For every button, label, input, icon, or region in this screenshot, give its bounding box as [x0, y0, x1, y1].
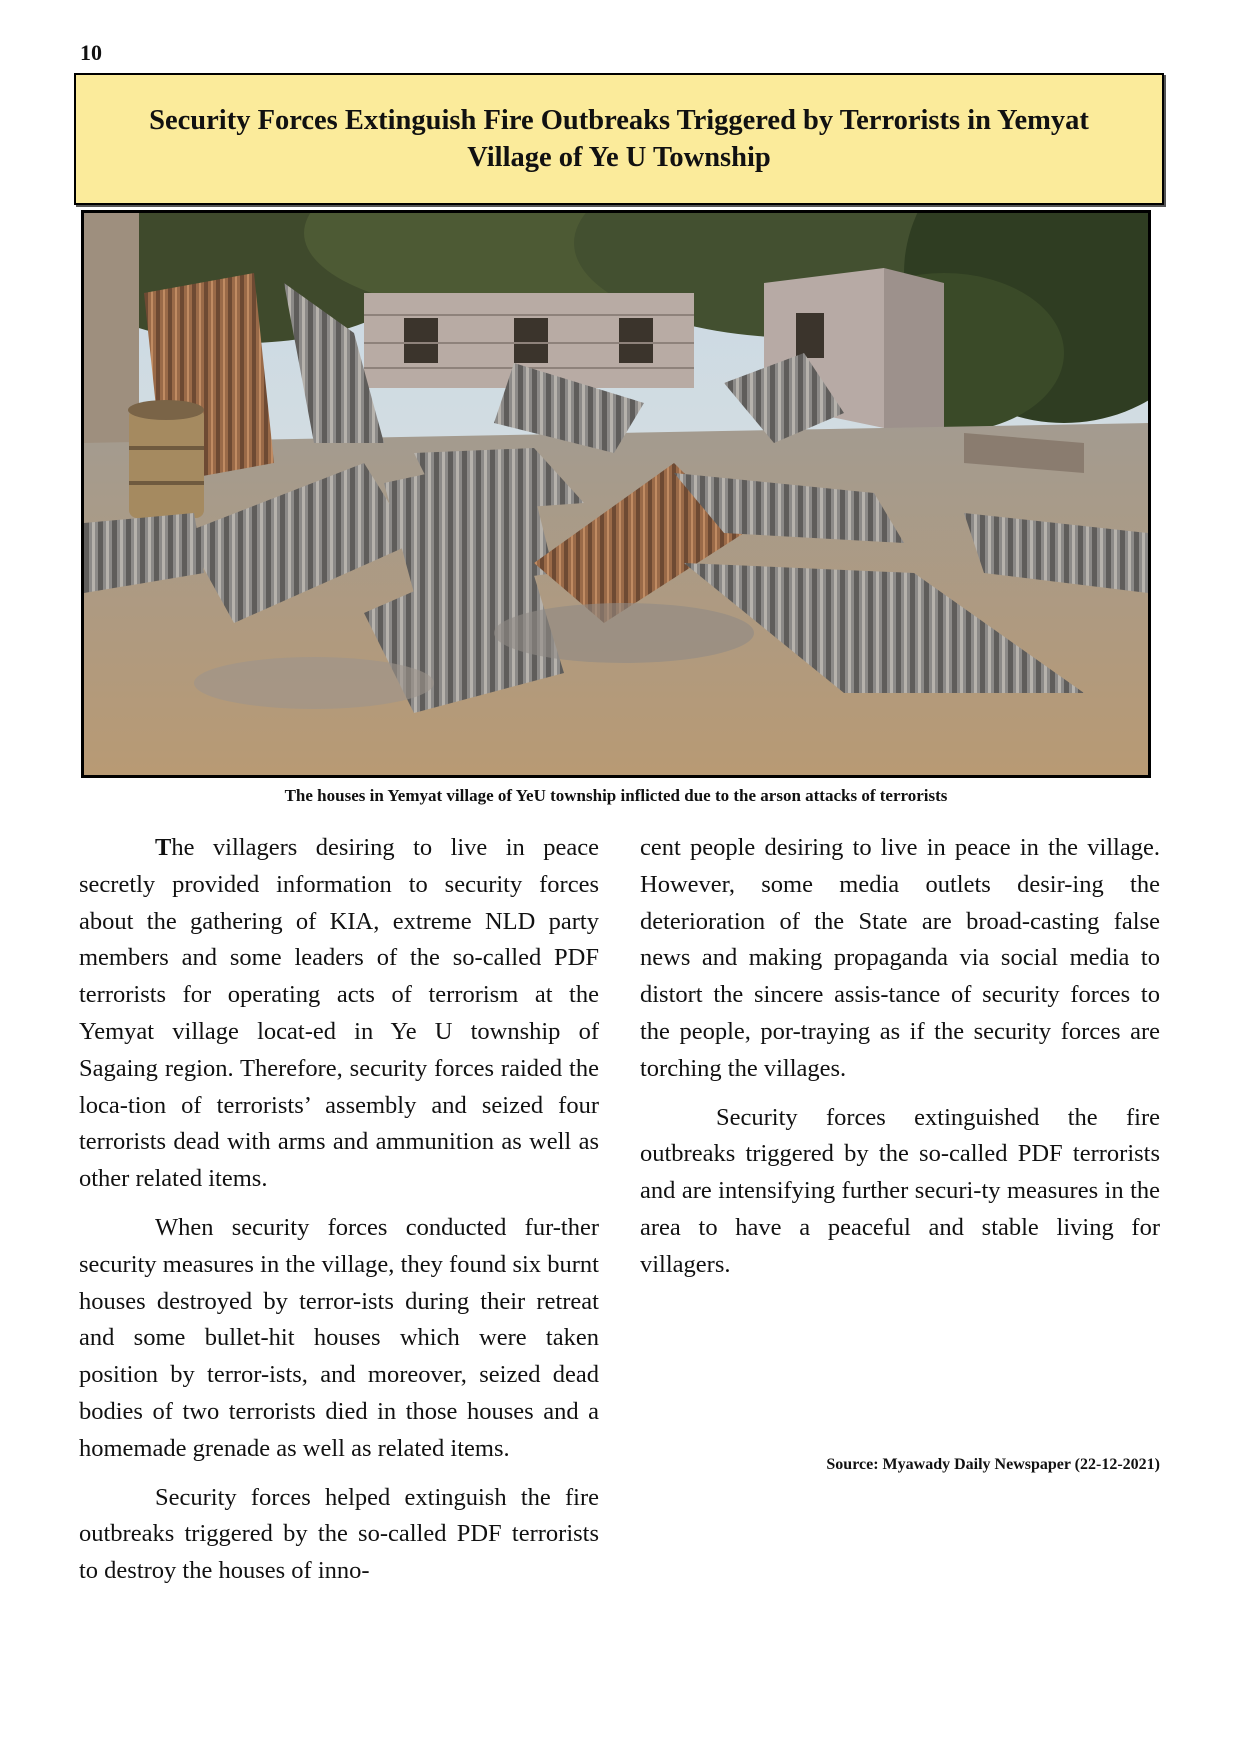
title-banner: [74, 73, 1164, 205]
first-letter: T: [155, 834, 172, 861]
article-paragraph-2: When security forces conducted fur-ther security measures in the village, they found six burnt houses destroyed by terror-ists during their retreat and some bullet-hit houses which were taken position by terror-ists, and moreover, seized dead bodies of two terrorists died in those houses and a homemade grenade as well as related items.: [79, 1213, 599, 1462]
burnt-houses-photo-icon: [84, 213, 1148, 775]
page-title: Security Forces Extinguish Fire Outbreaks Triggered by Terrorists in Yemyat Village of Ye U Township: [149, 105, 1089, 173]
article-paragraph-1: [79, 830, 599, 1198]
page-number: 10: [80, 40, 102, 65]
article-paragraph-4: Security forces extinguished the fire outbreaks triggered by the so-called PDF terrorists and are intensifying further securi-ty measures in the area to have a peaceful and stable living for villagers.: [640, 1103, 1160, 1278]
article-paragraph-3-continued: cent people desiring to live in peace in the village. However, some media outlets desir-ing the deterioration of the State are broad-casting false news and making propaganda via social media to distort the sincere assis-tance of security forces to the people, por-traying as if the security forces are torching the villages.: [640, 834, 1160, 1082]
source-credit: Source: Myawady Daily Newspaper (22-12-2021): [826, 1456, 1160, 1473]
article-column-right: [640, 830, 1160, 1296]
article-photo: [81, 210, 1151, 778]
article-paragraph-3: Security forces helped extinguish the fire outbreaks triggered by the so-called PDF terrorists to destroy the houses of inno-: [79, 1483, 599, 1585]
photo-caption: The houses in Yemyat village of YeU township inflicted due to the arson attacks of terrorists: [284, 786, 948, 805]
article-column-left: [79, 830, 599, 1602]
paragraph-1-text: he villagers desiring to live in peace secretly provided information to security forces about the gathering of KIA, extreme NLD party members and some leaders of the so-called PDF terrorists for operating acts of terrorism at the Yemyat village locat-ed in Ye U township of Sagaing region. Therefore, security forces raided the loca-tion of terrorists’ assembly and seized four terrorists dead with arms and ammunition as well as other related items.: [79, 834, 599, 1193]
